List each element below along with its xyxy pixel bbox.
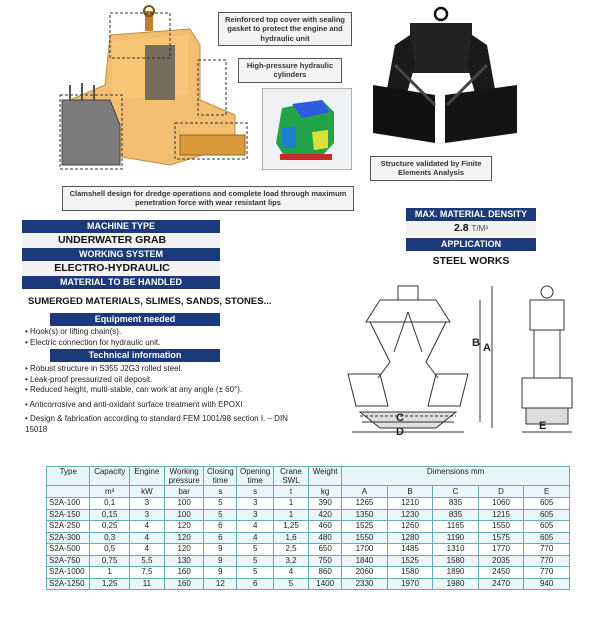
table-cell: 1 [90, 567, 129, 579]
col-weight: Weight [309, 467, 342, 486]
table-cell: 2,5 [273, 544, 308, 556]
table-cell: 1,6 [273, 532, 308, 544]
table-cell: 5 [204, 498, 237, 510]
col-closing-time: Closing time [204, 467, 237, 486]
table-cell: 5 [204, 509, 237, 521]
table-cell: 1770 [478, 544, 524, 556]
table-cell: 9 [204, 555, 237, 567]
fea-model-image [262, 88, 352, 170]
table-cell: 2450 [478, 567, 524, 579]
table-row [47, 567, 570, 579]
table-cell: 7,5 [129, 567, 164, 579]
table-cell: 1215 [478, 509, 524, 521]
table-cell: 5 [237, 544, 273, 556]
grab-side-drawing [512, 282, 582, 442]
unit-cell: bar [164, 486, 203, 498]
table-cell: 4 [237, 532, 273, 544]
equipment-label: Equipment needed [50, 313, 220, 326]
table-cell: 3 [129, 498, 164, 510]
unit-cell: s [204, 486, 237, 498]
table-cell: S2A-1250 [47, 578, 90, 590]
table-cell: 0,15 [90, 509, 129, 521]
table-cell: 1700 [342, 544, 388, 556]
table-cell: 3 [237, 498, 273, 510]
table-cell: 1485 [387, 544, 433, 556]
table-cell: 9 [204, 567, 237, 579]
equipment-item: • Hook(s) or lifting chain(s). [25, 327, 122, 336]
table-cell: 160 [164, 567, 203, 579]
table-row [47, 578, 570, 590]
table-cell: 650 [309, 544, 342, 556]
table-cell: 860 [309, 567, 342, 579]
unit-cell: C [433, 486, 479, 498]
table-cell: 1525 [387, 555, 433, 567]
table-cell: 2060 [342, 567, 388, 579]
table-cell: 1350 [342, 509, 388, 521]
table-cell: 3,2 [273, 555, 308, 567]
density-value-wrap [406, 222, 536, 234]
table-cell: 1580 [387, 567, 433, 579]
table-cell: 605 [524, 532, 570, 544]
specifications-body [47, 486, 570, 590]
material-value: SUMERGED MATERIALS, SLIMES, SANDS, STONES... [28, 296, 272, 307]
units-row [47, 486, 570, 498]
table-cell: 2330 [342, 578, 388, 590]
dim-label-c: C [396, 412, 404, 424]
table-cell: S2A-750 [47, 555, 90, 567]
table-cell: 120 [164, 544, 203, 556]
table-cell: 1,25 [273, 521, 308, 533]
table-cell: 1840 [342, 555, 388, 567]
working-system-label: WORKING SYSTEM [22, 248, 220, 261]
unit-cell: D [478, 486, 524, 498]
table-cell: 11 [129, 578, 164, 590]
table-cell: 940 [524, 578, 570, 590]
technical-item: • Anticorrosive and anti-oxidant surface treatment with EPOXI [25, 399, 243, 409]
table-cell: 1525 [342, 521, 388, 533]
table-cell: 420 [309, 509, 342, 521]
table-row [47, 498, 570, 510]
grab-black-render [365, 5, 525, 150]
table-cell: 835 [433, 498, 479, 510]
density-value: 2.8 [454, 222, 469, 234]
table-cell: 0,1 [90, 498, 129, 510]
table-cell: 1310 [433, 544, 479, 556]
col-crane-swl: Crane SWL [273, 467, 308, 486]
table-cell: 100 [164, 498, 203, 510]
dim-label-a: A [483, 342, 491, 354]
machine-type-value: UNDERWATER GRAB [57, 234, 167, 246]
table-cell: 390 [309, 498, 342, 510]
table-cell: 160 [164, 578, 203, 590]
table-cell: 1260 [387, 521, 433, 533]
technical-item: • Design & fabrication according to standard FEM 1001/98 section I. – DIN 15018 [25, 414, 288, 434]
table-cell: 1890 [433, 567, 479, 579]
table-cell: 770 [524, 567, 570, 579]
callout-fea: Structure validated by Finite Elements Analysis [370, 156, 492, 181]
col-engine: Engine [129, 467, 164, 486]
callout-clamshell: Clamshell design for dredge operations and complete load through maximum penetration force with wear resistant lips [62, 186, 354, 211]
table-cell: 1550 [478, 521, 524, 533]
table-cell: 1265 [342, 498, 388, 510]
dim-label-d: D [396, 426, 404, 438]
table-cell: 0,5 [90, 544, 129, 556]
table-cell: 0,75 [90, 555, 129, 567]
col-capacity: Capacity [90, 467, 129, 486]
table-cell: 120 [164, 521, 203, 533]
table-cell: 6 [237, 578, 273, 590]
table-cell: 4 [237, 521, 273, 533]
table-cell: S2A-1000 [47, 567, 90, 579]
table-cell: 835 [433, 509, 479, 521]
table-cell: 3 [129, 509, 164, 521]
table-cell: 1190 [433, 532, 479, 544]
equipment-list [22, 327, 282, 348]
application-label: APPLICATION [406, 238, 536, 251]
table-cell: 5,5 [129, 555, 164, 567]
technical-item: • Robust structure in S355 J2G3 rolled steel. [25, 364, 183, 373]
dim-label-e: E [539, 420, 547, 432]
specifications-table [46, 466, 570, 590]
table-cell: 6 [204, 521, 237, 533]
table-row [47, 509, 570, 521]
col-opening-time: Opening time [237, 467, 273, 486]
callout-top-cover: Reinforced top cover with sealing gasket to protect the engine and hydraulic unit [218, 12, 352, 46]
unit-cell: kg [309, 486, 342, 498]
table-cell: 120 [164, 532, 203, 544]
col-type: Type [47, 467, 90, 486]
table-cell: S2A-300 [47, 532, 90, 544]
unit-cell: kW [129, 486, 164, 498]
table-cell: 1 [273, 509, 308, 521]
table-cell: 1580 [433, 555, 479, 567]
table-cell: 2470 [478, 578, 524, 590]
table-cell: 2035 [478, 555, 524, 567]
unit-cell: t [273, 486, 308, 498]
technical-item: • Reduced height, multi-stable, can work at any angle (± 60°). [25, 385, 243, 394]
technical-label: Technical information [50, 349, 220, 362]
table-cell: 5 [237, 555, 273, 567]
table-cell: 5 [273, 578, 308, 590]
table-cell: 12 [204, 578, 237, 590]
density-label: MAX. MATERIAL DENSITY [406, 208, 536, 221]
technical-list [22, 364, 312, 435]
table-cell: 9 [204, 544, 237, 556]
table-cell: S2A-500 [47, 544, 90, 556]
table-cell: 100 [164, 509, 203, 521]
table-cell: 4 [129, 521, 164, 533]
table-cell: 480 [309, 532, 342, 544]
table-cell: 1980 [433, 578, 479, 590]
table-cell: 1,25 [90, 578, 129, 590]
table-cell: 3 [237, 509, 273, 521]
dim-label-b: B [472, 337, 480, 349]
density-unit: T/M³ [471, 224, 488, 233]
table-cell: 4 [129, 544, 164, 556]
table-row [47, 521, 570, 533]
table-cell: 1280 [387, 532, 433, 544]
material-label: MATERIAL TO BE HANDLED [22, 276, 220, 289]
table-cell: 130 [164, 555, 203, 567]
table-cell: 1575 [478, 532, 524, 544]
unit-cell: B [387, 486, 433, 498]
table-cell: 750 [309, 555, 342, 567]
machine-type-label: MACHINE TYPE [22, 220, 220, 233]
table-row [47, 532, 570, 544]
col-dimensions: Dimensions mm [342, 467, 570, 486]
table-row [47, 555, 570, 567]
table-cell: 605 [524, 521, 570, 533]
grab-front-drawing [340, 282, 500, 442]
table-cell: 1060 [478, 498, 524, 510]
col-working-pressure: Working pressure [164, 467, 203, 486]
unit-cell: A [342, 486, 388, 498]
equipment-item: • Electric connection for hydraulic unit. [25, 337, 161, 347]
table-cell: 770 [524, 555, 570, 567]
table-cell: 1 [273, 498, 308, 510]
table-cell: 1970 [387, 578, 433, 590]
table-cell: 4 [273, 567, 308, 579]
table-cell: S2A-250 [47, 521, 90, 533]
table-cell: 770 [524, 544, 570, 556]
table-cell: 5 [237, 567, 273, 579]
unit-cell [47, 486, 90, 498]
technical-item: • Leak-proof pressurized oil deposit. [25, 374, 153, 384]
table-cell: 605 [524, 498, 570, 510]
table-row [47, 544, 570, 556]
table-cell: 1230 [387, 509, 433, 521]
unit-cell: E [524, 486, 570, 498]
callout-cylinders: High-pressure hydraulic cylinders [238, 58, 342, 83]
table-cell: 0,25 [90, 521, 129, 533]
unit-cell: s [237, 486, 273, 498]
table-cell: 605 [524, 509, 570, 521]
working-system-value: ELECTRO-HYDRAULIC [54, 262, 170, 274]
table-cell: 4 [129, 532, 164, 544]
table-cell: 460 [309, 521, 342, 533]
table-cell: 1400 [309, 578, 342, 590]
table-cell: 1550 [342, 532, 388, 544]
table-cell: S2A-150 [47, 509, 90, 521]
table-cell: 1210 [387, 498, 433, 510]
table-cell: 1165 [433, 521, 479, 533]
application-value: STEEL WORKS [432, 255, 510, 267]
table-cell: S2A-100 [47, 498, 90, 510]
table-cell: 0,3 [90, 532, 129, 544]
unit-cell: m³ [90, 486, 129, 498]
table-cell: 6 [204, 532, 237, 544]
